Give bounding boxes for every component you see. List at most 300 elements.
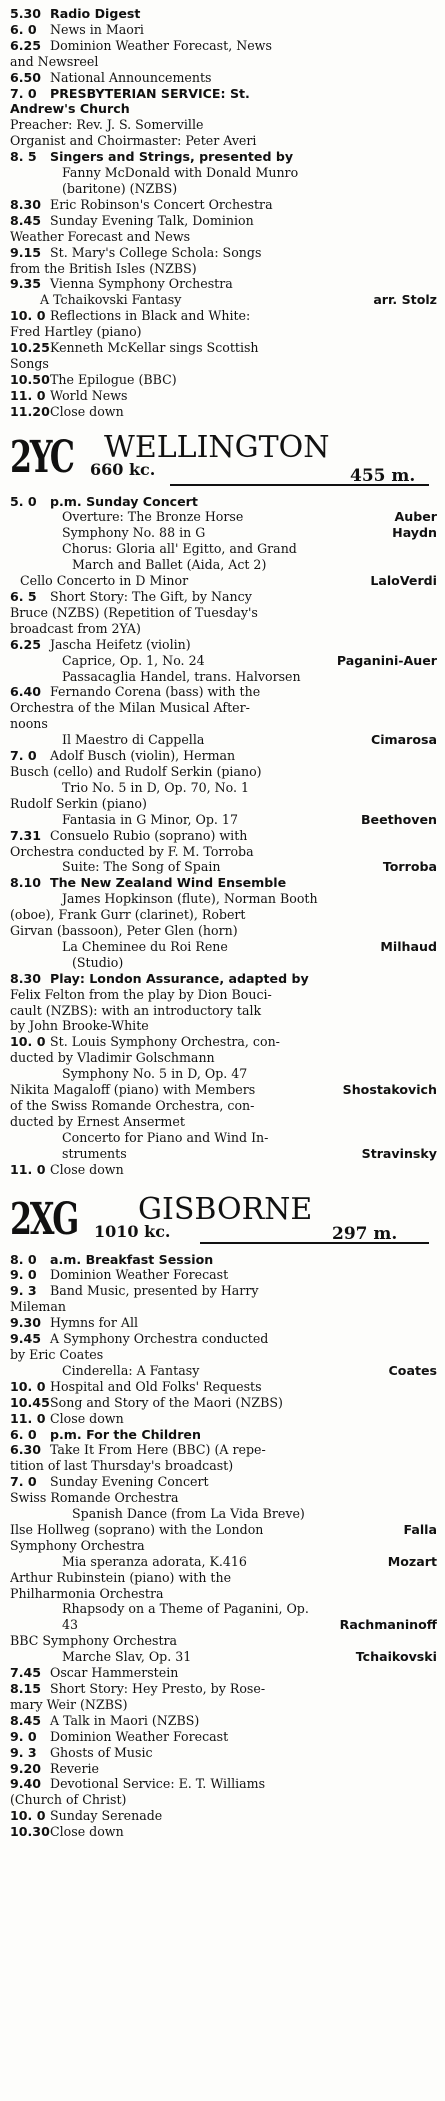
station-call-sign: 2YC	[10, 431, 73, 483]
program-line	[50, 509, 437, 525]
program-entry	[10, 1474, 437, 1665]
program-text: Concerto for Piano and Wind In-	[62, 1129, 269, 1145]
program-entry	[10, 1411, 437, 1427]
composer-credit: Falla	[403, 1521, 437, 1537]
program-entry	[10, 589, 437, 637]
program-line	[50, 1474, 437, 1490]
program-text: A Talk in Maori (NZBS)	[50, 1712, 200, 1728]
program-time: 10. 0	[10, 308, 46, 324]
program-text: PRESBYTERIAN SERVICE: St.	[50, 85, 250, 101]
program-text: La Cheminee du Roi Rene	[62, 938, 228, 954]
program-line	[50, 86, 437, 102]
program-entry	[10, 748, 437, 828]
program-line	[50, 1681, 437, 1697]
program-entry	[10, 1745, 437, 1761]
program-line	[10, 1633, 437, 1649]
program-text: Dominion Weather Forecast, News	[50, 37, 272, 53]
program-line	[50, 637, 437, 653]
program-entry	[10, 494, 437, 589]
program-time: 6.30	[10, 1442, 42, 1458]
program-line	[50, 875, 437, 891]
program-text: Mileman	[10, 1299, 66, 1315]
program-text: ducted by Ernest Ansermet	[10, 1113, 185, 1129]
program-text: BBC Symphony Orchestra	[10, 1633, 178, 1649]
program-line	[10, 261, 437, 277]
program-time: 8.10	[10, 875, 42, 891]
program-time: 11. 0	[10, 1161, 46, 1177]
program-time: 9.20	[10, 1760, 42, 1776]
program-line	[50, 1506, 437, 1522]
program-entry	[10, 6, 437, 22]
program-time: 6.25	[10, 636, 42, 652]
program-line	[50, 372, 437, 388]
program-line	[10, 1586, 437, 1602]
program-text: Andrew's Church	[10, 101, 130, 117]
program-text: Fernando Corena (bass) with the	[50, 684, 261, 700]
program-text: Ilse Hollweg (soprano) with the London	[10, 1521, 264, 1537]
program-time: 8. 5	[10, 149, 37, 165]
program-text: Chorus: Gloria all' Egitto, and Grand	[62, 541, 297, 557]
program-text: St. Mary's College Schola: Songs	[50, 244, 262, 260]
station-header-gisborne	[10, 1192, 437, 1250]
program-time: 9.40	[10, 1776, 42, 1792]
program-line	[50, 780, 437, 796]
program-line	[50, 653, 437, 669]
program-entry	[10, 1824, 437, 1840]
program-text: Devotional Service: E. T. Williams	[50, 1776, 266, 1792]
program-text: mary Weir (NZBS)	[10, 1696, 128, 1712]
program-text: of the Swiss Romande Orchestra, con-	[10, 1098, 255, 1113]
composer-credit: Verdi	[399, 573, 437, 589]
program-line	[10, 133, 437, 149]
program-time: 9.35	[10, 276, 42, 292]
program-line	[50, 1601, 437, 1617]
program-line	[10, 324, 437, 340]
program-line	[50, 165, 437, 181]
station-name: WELLINGTON	[104, 429, 330, 465]
program-text: Caprice, Op. 1, No. 24	[62, 652, 205, 668]
program-text: Passacaglia Handel, trans. Halvorsen	[62, 668, 301, 684]
program-time: 9. 0	[10, 1267, 37, 1283]
station-call-sign: 2XG	[10, 1193, 78, 1245]
program-text: Symphony No. 88 in G	[62, 525, 206, 541]
program-line	[10, 1522, 437, 1538]
program-text: tition of last Thursday's broadcast)	[10, 1458, 234, 1474]
composer-credit: Auber	[394, 509, 437, 525]
program-text: Dominion Weather Forecast	[50, 1728, 229, 1744]
program-text: Cinderella: A Fantasy	[62, 1362, 200, 1378]
program-entry	[10, 1267, 437, 1283]
program-line	[50, 213, 437, 229]
program-line	[10, 117, 437, 133]
program-line	[50, 1162, 437, 1178]
program-entry	[10, 404, 437, 420]
program-text: ducted by Vladimir Golschmann	[10, 1050, 215, 1066]
program-line	[50, 732, 437, 748]
program-text: Symphony Orchestra	[10, 1537, 145, 1553]
program-time: 9. 3	[10, 1283, 37, 1299]
program-text: Preacher: Rev. J. S. Somerville	[10, 117, 204, 133]
program-text: Marche Slav, Op. 31	[62, 1649, 192, 1665]
program-entry	[10, 1761, 437, 1777]
program-entry	[10, 1681, 437, 1713]
composer-credit: Cimarosa	[370, 732, 437, 748]
program-line	[50, 340, 437, 356]
program-entry	[10, 276, 437, 308]
program-text: News in Maori	[50, 21, 144, 37]
program-text: World News	[50, 387, 128, 403]
program-text: Oscar Hammerstein	[50, 1665, 179, 1681]
program-entry	[10, 1283, 437, 1315]
program-text: Overture: The Bronze Horse	[62, 509, 244, 525]
program-text: Close down	[50, 1824, 124, 1840]
composer-credit: Coates	[388, 1362, 437, 1378]
program-line	[50, 589, 437, 605]
program-text: p.m. Sunday Concert	[50, 493, 198, 509]
program-line	[50, 38, 437, 54]
program-line	[50, 971, 437, 987]
composer-credit: Mozart	[387, 1553, 437, 1569]
program-text: Busch (cello) and Rudolf Serkin (piano)	[10, 763, 262, 779]
program-time: 5.30	[10, 6, 42, 21]
program-time: 7. 0	[10, 85, 37, 101]
program-entry	[10, 372, 437, 388]
composer-credit: Shostakovich	[342, 1082, 437, 1098]
program-text: Suite: The Song of Spain	[62, 859, 221, 875]
program-time: 8.30	[10, 970, 42, 986]
program-text: Fred Hartley (piano)	[10, 324, 142, 340]
program-text: The Epilogue (BBC)	[50, 371, 177, 387]
program-line	[50, 6, 437, 22]
program-text: Orchestra of the Milan Musical After-	[10, 700, 250, 716]
program-line	[10, 1792, 437, 1808]
composer-credit: Tchaikovski	[355, 1649, 437, 1665]
program-time: 7.31	[10, 827, 42, 843]
program-time: 9. 3	[10, 1744, 37, 1760]
program-line	[50, 669, 437, 685]
program-text: Adolf Busch (violin), Herman	[50, 748, 236, 764]
program-entry	[10, 1395, 437, 1411]
program-text: Il Maestro di Cappella	[62, 732, 205, 748]
program-line	[10, 716, 437, 732]
program-text: March and Ballet (Aida, Act 2)	[72, 557, 267, 573]
program-text: Fantasia in G Minor, Op. 17	[62, 811, 238, 827]
program-text: Organist and Choirmaster: Peter Averi	[10, 133, 257, 149]
program-text: broadcast from 2YA)	[10, 620, 141, 636]
program-line	[50, 1713, 437, 1729]
composer-credit: Lalo	[370, 573, 400, 589]
program-time: 10. 0	[10, 1808, 46, 1824]
program-text: James Hopkinson (flute), Norman Booth	[62, 891, 318, 907]
composer-credit: Stravinsky	[361, 1145, 437, 1161]
program-line	[50, 557, 437, 573]
program-line	[50, 828, 437, 844]
program-entry	[10, 684, 437, 748]
program-text: Sunday Evening Concert	[50, 1474, 209, 1490]
program-text: struments	[62, 1145, 127, 1161]
program-line	[50, 748, 437, 764]
program-time: 5. 0	[10, 493, 37, 509]
program-line	[10, 1538, 437, 1554]
program-line	[50, 1411, 437, 1427]
program-entry	[10, 1162, 437, 1178]
program-entry	[10, 1713, 437, 1729]
program-entry	[10, 828, 437, 876]
program-text: Close down	[50, 403, 124, 419]
program-time: 6.25	[10, 37, 42, 53]
program-time: 10.25	[10, 340, 50, 356]
program-time: 6.40	[10, 684, 42, 700]
program-time: 6. 0	[10, 1426, 37, 1442]
program-text: Fanny McDonald with Donald Munro	[62, 165, 299, 181]
program-line	[50, 22, 437, 38]
program-line	[50, 1267, 437, 1283]
program-time: 8. 0	[10, 1251, 37, 1267]
program-line	[50, 1729, 437, 1745]
program-line	[50, 245, 437, 261]
program-line	[50, 684, 437, 700]
program-entry	[10, 308, 437, 340]
program-text: A Tchaikovski Fantasy	[40, 292, 182, 308]
program-entry	[10, 245, 437, 277]
section-3-listings	[10, 1252, 437, 1841]
program-time: 8.45	[10, 212, 42, 228]
program-time: 8.15	[10, 1681, 42, 1696]
program-entry	[10, 1808, 437, 1824]
program-text: from the British Isles (NZBS)	[10, 260, 197, 276]
program-time: 7. 0	[10, 748, 37, 764]
program-text: Trio No. 5 in D, Op. 70, No. 1	[62, 779, 250, 795]
program-text: Hospital and Old Folks' Requests	[50, 1378, 262, 1394]
section-2-listings	[10, 494, 437, 1178]
program-text: Symphony No. 5 in D, Op. 47	[62, 1066, 248, 1082]
program-line	[50, 891, 437, 907]
program-entry	[10, 38, 437, 70]
program-entry	[10, 1315, 437, 1331]
program-time: 10. 0	[10, 1034, 46, 1050]
program-line	[10, 1299, 437, 1315]
program-line	[50, 1808, 437, 1824]
composer-credit: Paganini-Auer	[336, 652, 437, 668]
program-line	[50, 276, 437, 292]
program-line	[10, 1490, 437, 1506]
program-text: Bruce (NZBS) (Repetition of Tuesday's	[10, 604, 258, 620]
program-entry	[10, 1331, 437, 1379]
program-line	[50, 149, 437, 165]
program-time: 10.45	[10, 1394, 50, 1410]
program-line	[10, 605, 437, 621]
composer-credit: Haydn	[392, 525, 437, 541]
program-line	[10, 356, 437, 372]
program-line	[50, 1283, 437, 1299]
station-wavelength: 455 m.	[350, 465, 416, 486]
program-line	[50, 955, 437, 971]
program-line	[10, 573, 437, 589]
program-entry	[10, 1034, 437, 1161]
program-entry	[10, 388, 437, 404]
program-text: noons	[10, 716, 48, 732]
program-text: Close down	[50, 1161, 124, 1177]
program-line	[50, 1649, 437, 1665]
program-time: 11. 0	[10, 1410, 46, 1426]
program-time: 6. 5	[10, 589, 37, 604]
program-text: 43	[62, 1617, 79, 1633]
program-line	[10, 621, 437, 637]
program-line	[50, 70, 437, 86]
program-text: (Studio)	[72, 954, 124, 970]
program-line	[10, 987, 437, 1003]
program-text: a.m. Breakfast Session	[50, 1251, 214, 1267]
program-time: 9. 0	[10, 1728, 37, 1744]
program-entry	[10, 213, 437, 245]
program-line	[50, 1395, 437, 1411]
composer-credit: Milhaud	[380, 938, 437, 954]
program-line	[50, 1252, 437, 1268]
program-text: Play: London Assurance, adapted by	[50, 970, 309, 986]
program-line	[10, 54, 437, 70]
program-time: 7.45	[10, 1665, 42, 1681]
program-line	[50, 1130, 437, 1146]
program-text: cault (NZBS): with an introductory talk	[10, 1002, 262, 1018]
program-time: 11.20	[10, 403, 50, 419]
program-text: Vienna Symphony Orchestra	[50, 276, 233, 292]
station-name: GISBORNE	[138, 1191, 313, 1227]
program-line	[10, 796, 437, 812]
program-text: Weather Forecast and News	[10, 228, 191, 244]
program-entry	[10, 70, 437, 86]
station-rule	[200, 1242, 429, 1244]
program-line	[50, 1824, 437, 1840]
program-entry	[10, 875, 437, 970]
program-line	[50, 1745, 437, 1761]
program-time: 6. 0	[10, 21, 37, 37]
program-text: Nikita Magaloff (piano) with Members	[10, 1082, 256, 1098]
program-line	[10, 229, 437, 245]
program-line	[10, 1697, 437, 1713]
program-line	[10, 923, 437, 939]
program-text: Hymns for All	[50, 1315, 139, 1331]
program-entry	[10, 1427, 437, 1443]
program-line	[10, 1114, 437, 1130]
program-text: Sunday Serenade	[50, 1808, 163, 1824]
program-line	[50, 812, 437, 828]
station-frequency: 660 kc.	[90, 459, 156, 479]
program-entry	[10, 86, 437, 150]
program-line	[50, 1617, 437, 1633]
program-line	[50, 939, 437, 955]
program-text: Take It From Here (BBC) (A repe-	[50, 1442, 266, 1458]
program-time: 8.45	[10, 1712, 42, 1728]
program-text: St. Louis Symphony Orchestra, con-	[50, 1034, 280, 1050]
program-text: Swiss Romande Orchestra	[10, 1490, 179, 1506]
composer-credit: Rachmaninoff	[339, 1617, 437, 1633]
program-line	[10, 1003, 437, 1019]
program-line	[10, 1098, 437, 1114]
program-entry	[10, 637, 437, 685]
composer-credit: arr. Stolz	[373, 292, 437, 308]
program-line	[50, 1034, 437, 1050]
program-line	[50, 404, 437, 420]
program-text: Band Music, presented by Harry	[50, 1283, 259, 1299]
program-line	[50, 181, 437, 197]
program-entry	[10, 149, 437, 197]
program-time: 6.50	[10, 69, 42, 85]
program-text: Eric Robinson's Concert Orchestra	[50, 196, 273, 212]
station-wavelength: 297 m.	[332, 1223, 398, 1244]
program-time: 9.45	[10, 1331, 42, 1347]
program-text: Sunday Evening Talk, Dominion	[50, 212, 254, 228]
station-rule	[170, 484, 429, 486]
program-line	[10, 1347, 437, 1363]
program-entry	[10, 1252, 437, 1268]
program-text: Cello Concerto in D Minor	[20, 573, 189, 589]
station-frequency: 1010 kc.	[94, 1221, 171, 1241]
program-text: Songs	[10, 355, 49, 371]
program-text: A Symphony Orchestra conducted	[50, 1331, 269, 1347]
program-time: 11. 0	[10, 387, 46, 403]
program-line	[10, 764, 437, 780]
program-line	[50, 541, 437, 557]
program-text: Kenneth McKellar sings Scottish	[50, 340, 259, 356]
composer-credit: Torroba	[382, 859, 437, 875]
program-line	[50, 197, 437, 213]
program-line	[50, 1363, 437, 1379]
program-line	[10, 1050, 437, 1066]
program-line	[50, 1315, 437, 1331]
program-entry	[10, 1729, 437, 1745]
program-line	[10, 1018, 437, 1034]
program-line	[10, 1458, 437, 1474]
program-line	[50, 1331, 437, 1347]
program-text: Ghosts of Music	[50, 1744, 153, 1760]
program-line	[10, 1570, 437, 1586]
program-text: Jascha Heifetz (violin)	[50, 636, 191, 652]
program-text: and Newsreel	[10, 53, 99, 69]
program-text: by John Brooke-White	[10, 1018, 149, 1034]
program-line	[50, 1427, 437, 1443]
program-text: Spanish Dance (from La Vida Breve)	[72, 1506, 305, 1522]
program-text: Reflections in Black and White:	[50, 308, 251, 324]
program-entry	[10, 22, 437, 38]
program-line	[50, 1665, 437, 1681]
composer-credit: Beethoven	[360, 811, 437, 827]
program-time: 10.30	[10, 1824, 50, 1840]
program-line	[50, 1379, 437, 1395]
program-text: Rhapsody on a Theme of Paganini, Op.	[62, 1601, 309, 1617]
program-text: p.m. For the Children	[50, 1426, 201, 1442]
program-entry	[10, 1776, 437, 1808]
section-1-listings	[10, 6, 437, 420]
program-time: 10. 0	[10, 1378, 46, 1394]
program-text: National Announcements	[50, 69, 212, 85]
program-line	[10, 700, 437, 716]
program-entry	[10, 1379, 437, 1395]
program-text: Close down	[50, 1410, 124, 1426]
program-text: by Eric Coates	[10, 1346, 104, 1362]
program-time: 10.50	[10, 371, 50, 387]
program-text: Short Story: Hey Presto, by Rose-	[50, 1681, 266, 1696]
program-text: Orchestra conducted by F. M. Torroba	[10, 843, 254, 859]
program-text: (Church of Christ)	[10, 1792, 127, 1808]
program-text: Arthur Rubinstein (piano) with the	[10, 1569, 232, 1585]
program-entry	[10, 1442, 437, 1474]
program-text: Radio Digest	[50, 6, 141, 21]
program-text: Felix Felton from the play by Dion Bouci-	[10, 986, 272, 1002]
program-text: Mia speranza adorata, K.416	[62, 1553, 247, 1569]
program-line	[10, 907, 437, 923]
program-text: Rudolf Serkin (piano)	[10, 795, 147, 811]
program-line	[50, 1776, 437, 1792]
